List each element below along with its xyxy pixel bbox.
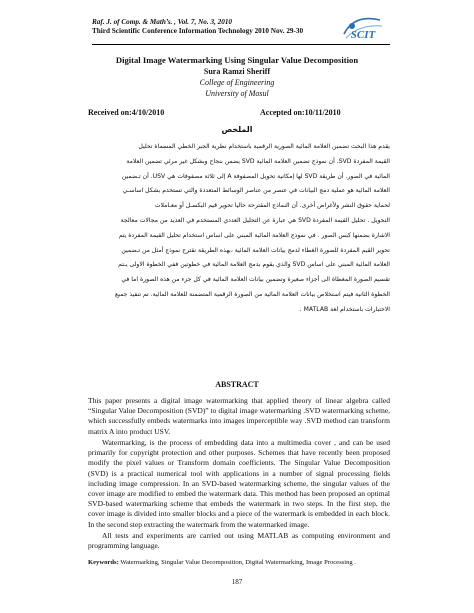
journal-header	[92, 18, 332, 36]
abstract-heading: ABSTRACT	[215, 380, 259, 389]
conference-logo	[340, 12, 386, 46]
accepted-date: Accepted on:10/11/2010	[260, 108, 341, 117]
arabic-abstract	[90, 140, 390, 318]
affiliation-university: University of Mosul	[205, 89, 269, 98]
journal-citation: Raf. J. of Comp. & Math’s. , Vol. 7, No. 3, 2010	[92, 18, 233, 26]
abstract-paragraph-1: This paper presents a digital image watermarking that applied theory of linear algebra called “Singular Value Decomposition (SVD)” to digital image watermarking .SVD watermarking scheme, which successfully embeds watermarks into images imperceptible way .SVD method can transform matrix A into product USV.	[88, 396, 390, 436]
keywords-label: Keywords:	[88, 559, 119, 566]
received-date: Received on:4/10/2010	[88, 108, 165, 117]
arabic-line: القيمة المفردة SVD. أن نموذج تضمين العلامة المائية SVD يضمن بنجاح وبشكل غير مرئي تضمين العلامة	[126, 157, 390, 165]
arabic-line: الاختبارات باستخدام لغة MATLAB .	[299, 305, 390, 313]
conference-name: Third Scientific Conference Information Technology 2010 Nov. 29-30	[92, 27, 304, 35]
author-name: Sura Ramzi Sheriff	[203, 67, 271, 76]
header-rule	[92, 44, 390, 45]
arabic-line: التحويل . تحليل القيمة المفردة SVD هي عبارة عن التحليل العددي المستخدم في العديد من مجالات معالجة	[120, 216, 390, 224]
arabic-line: الخطوة الثانية فيتم استخلاص بيانات العلامة المائية من الصورة الرقمية المتضمنة للعلامة المائية. تم تنفيذ جميع	[115, 290, 390, 298]
arabic-line: الاشارة بضمنها كبس الصور . في نموذج العلامة المائية المبني على اساس استخدام تحليل القيمة المفردة يتم	[118, 231, 390, 239]
keywords-text: Watermarking, Singular Value Decomposition, Digital Watermarking, Image Processing .	[120, 559, 356, 566]
paper-title: Digital Image Watermarking Using Singular Value Decomposition	[115, 55, 359, 65]
logo-text: SCIT	[350, 29, 376, 41]
keywords	[88, 558, 390, 567]
page-number: 187	[231, 578, 243, 586]
arabic-abstract-heading: الملخص	[221, 125, 253, 134]
arabic-line: العلامة المائية المبني على اساس SVD والذي يقوم بدمج العلامة المائية في خطوتين ففي الخطوة الاولى يـتم	[118, 261, 390, 269]
arabic-line: العلامة المائية هو عملية دمج البيانات في عنصر من عناصر الوسائط المتعددة والتي تستخدم بشكل اساسـي	[122, 187, 390, 195]
affiliation-college: College of Engineering	[199, 78, 275, 87]
arabic-line: لحماية حقوق النشر ولأغراض أخرى. أن النماذج المقترحة حاليا تحوير قيم البكسـل أو معـاملات	[154, 202, 390, 210]
abstract-paragraph-3: All tests and experiments are carried out using MATLAB as computing environment and programming language.	[88, 531, 390, 551]
abstract-paragraph-2: Watermarking, is the process of embedding data into a multimedia cover , and can be used primarily for copyright protection and other purposes. Schemes that have recently been proposed modify the pixel values or Transform domain coefficients. The Singular Value Decomposition (SVD) is a practical numerical tool with applications in a number of signal processing fields including image compression. In an SVD-based watermarking scheme, the singular values of the cover image are modified to embed the watermark data. This method has been proposed an optimal SVD-based watermarking scheme that embeds the watermark in two steps. In the first step, the cover image is divided into smaller blocks and a piece of the watermark is embedded in each block. In the second step extracting the watermark from the watermarked image.	[88, 438, 390, 529]
arabic-line: المائية في الصور. أن طريقة SVD لها إمكانية تحويل المصفوفة A إلى ثلاثة مصفوفات هي USV. أن تـضمين	[121, 172, 390, 180]
arabic-line: يقدم هذا البحث تضمين العلامة المائية الصورية الرقمية باستخدام نظرية الجبر الخطي المسماة تحليل	[138, 143, 390, 150]
arabic-line: تحوير القيم المفردة للصورة الغطاء لدمج بيانات العلامة المائية ،بهذه الطريقة نقترح نموذج أمثل من تـضمين	[121, 246, 390, 254]
arabic-line: تقسيم الصورة المغطاة الى أجزاء صغيرة وتضمين بيانات العلامة المائية في كل جزء من هذه الصورة اما في	[121, 276, 390, 284]
